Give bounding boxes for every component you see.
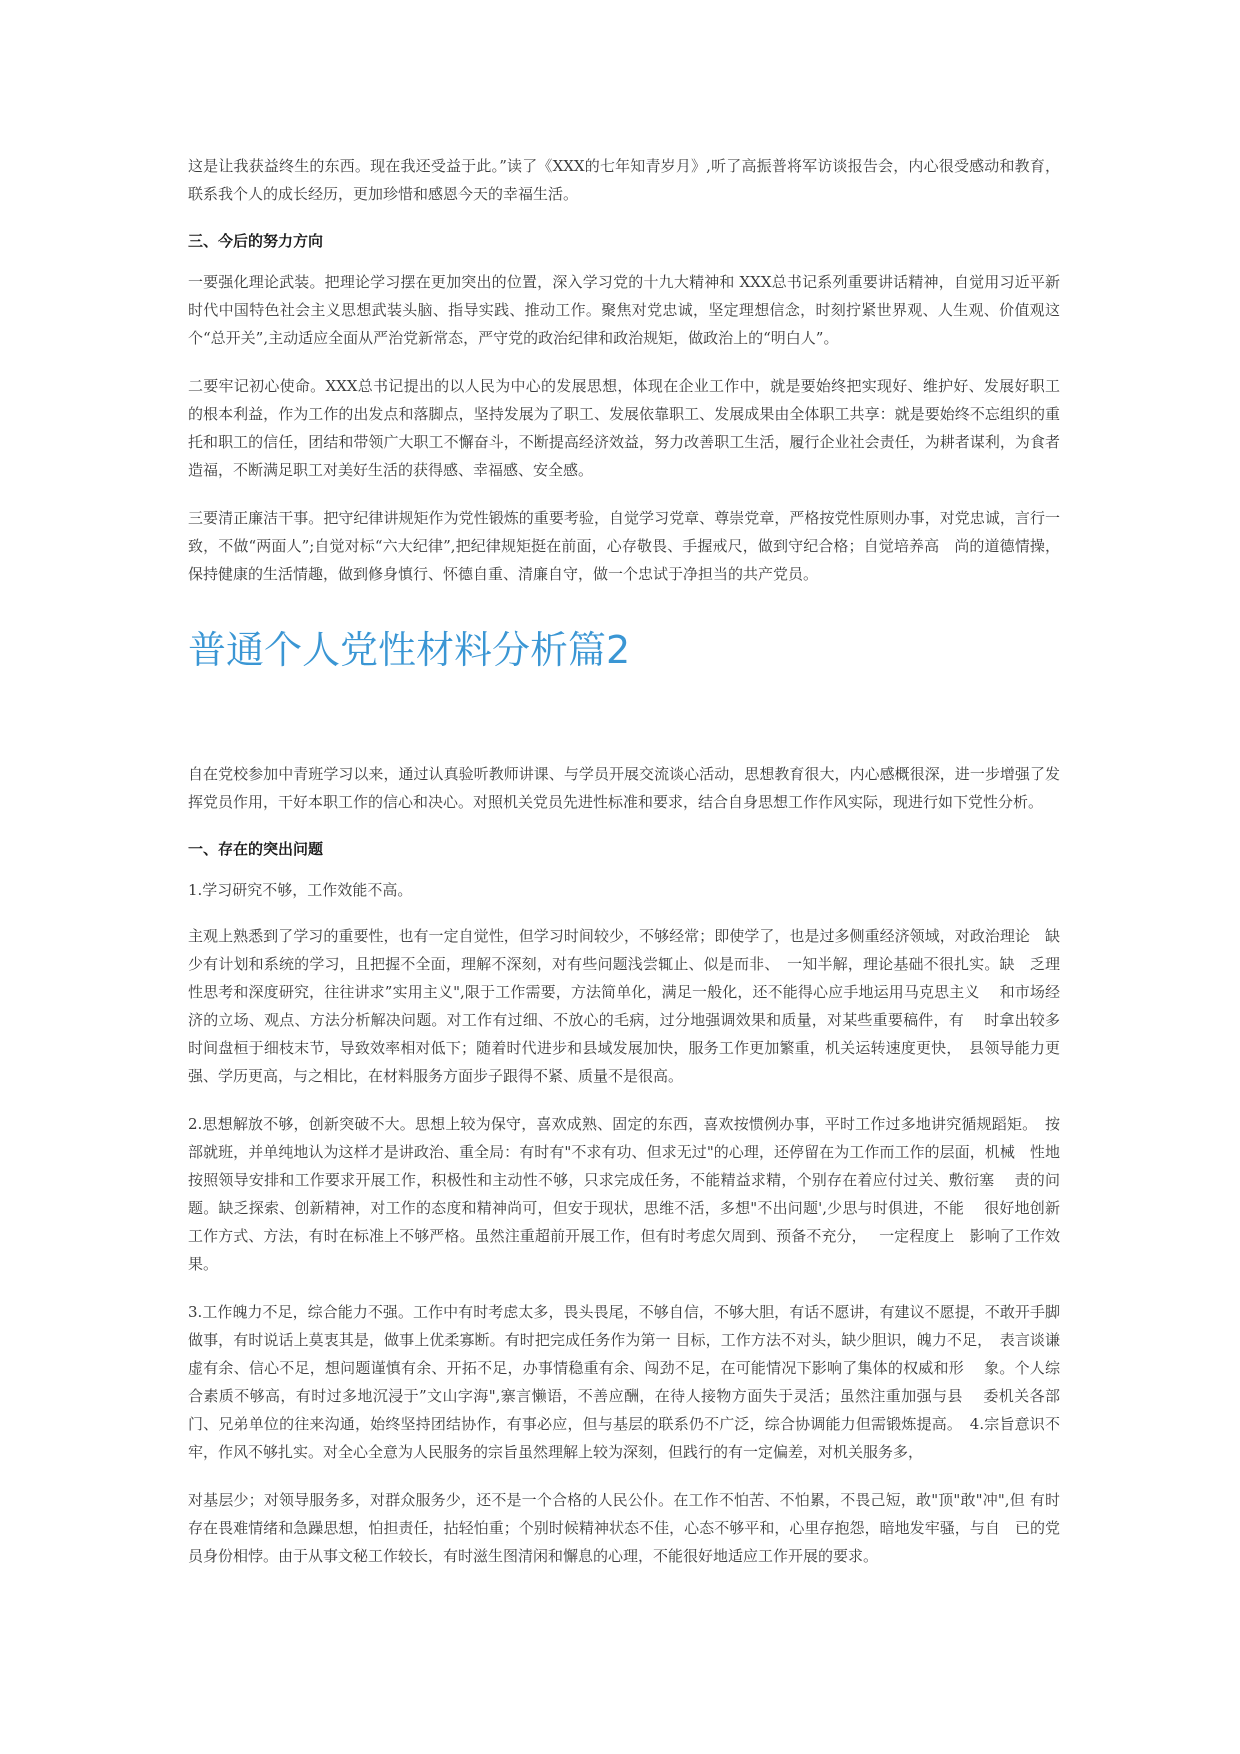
document-page [188,152,1060,1590]
paragraph-item-2: 2.思想解放不够，创新突破不大。思想上较为保守，喜欢成熟、固定的东西，喜欢按惯例办事，平时工作过多地讲究循规蹈矩。 按部就班，并单纯地认为这样才是讲政治、重全局：有时有"不求有功、但求无过"的心理，还停留在为工作而工作的层面，机械 性地按照领导安排和工作要求开展工作，积极性和主动性不够，只求完成任务，不能精益求精，个别存在着应付过关、敷衍塞 责的问题。缺乏探索、创新精神，对工作的态度和精神尚可，但安于现状，思维不活，多想"不出问题',少思与时俱进，不能 很好地创新工作方式、方法，有时在标准上不够严格。虽然注重超前开展工作，但有时考虑欠周到、预备不充分， 一定程度上 影响了工作效果。 [188,1115,1060,1273]
paragraph-intro: 这是让我获益终生的东西。现在我还受益于此。”读了《XXX的七年知青岁月》,听了高振普将军访谈报告会，内心很受感动和教育，联系我个人的成长经历，更加珍惜和感恩今天的幸福生活。 [188,157,1060,203]
paragraph-item-1: 主观上熟悉到了学习的重要性，也有一定自觉性，但学习时间较少，不够经常；即使学了，也是过多侧重经济领域，对政治理论 缺少有计划和系统的学习，且把握不全面，理解不深刻，对有些问题浅尝辄止、似是而非、 一知半解，理论基础不很扎实。缺 乏理性思考和深度研究，往往讲求”实用主义",限于工作需要，方法简单化，满足一般化，还不能得心应手地运用马克思主义 和市场经济的立场、观点、方法分析解决问题。对工作有过细、不放心的毛病，过分地强调效果和质量，对某些重要稿件，有 时拿出较多时间盘桓于细枝末节，导致效率相对低下；随着时代进步和县域发展加快，服务工作更加繁重，机关运转速度更快， 县领导能力更强、学历更高，与之相比，在材料服务方面步子跟得不紧、质量不是很高。 [188,927,1060,1085]
paragraph-future-3: 三要清正廉洁干事。把守纪律讲规矩作为党性锻炼的重要考验，自觉学习党章、尊崇党章，严格按党性原则办事，对党忠诚，言行一致，不做“两面人”;自觉对标“六大纪律”,把纪律规矩挺在前面，心存敬畏、手握戒尺，做到守纪合格；自觉培养高 尚的道德情操，保持健康的生活情趣，做到修身慎行、怀德自重、清廉自守，做一个忠试于净担当的共产党员。 [188,509,1060,583]
document-title: 普通个人党性材料分析篇2 [188,628,631,672]
paragraph-item-3: 3.工作魄力不足，综合能力不强。工作中有时考虑太多，畏头畏尾，不够自信，不够大胆，有话不愿讲，有建议不愿提，不敢开手脚做事，有时说话上莫衷其是，做事上优柔寡断。有时把完成任务作为第一 目标，工作方法不对头，缺少胆识，魄力不足， 表言谈谦虚有余、信心不足，想问题谨慎有余、开拓不足，办事情稳重有余、闯劲不足，在可能情况下影响了集体的权威和形 象。个人综合素质不够高，有时过多地沉浸于”文山字海",寨言懒语，不善应酬，在待人接物方面失于灵活；虽然注重加强与县 委机关各部门、兄弟单位的往来沟通，始终坚持团结协作，有事必应，但与基层的联系仍不广泛，综合协调能力但需锻炼提高。 4.宗旨意识不牢，作风不够扎实。对全心全意为人民服务的宗旨虽然理解上较为深刻，但践行的有一定偏差，对机关服务多， [188,1303,1060,1461]
paragraph-opening: 自在党校参加中青班学习以来，通过认真验听教师讲课、与学员开展交流谈心活动，思想教育很大，内心感概很深，进一步增强了发挥党员作用，干好本职工作的信心和决心。对照机关党员先进性标准和要求，结合自身思想工作作风实际，现进行如下党性分析。 [188,765,1060,811]
section-heading-problems: 一、存在的突出问题 [188,840,324,858]
item-heading-1: 1.学习研究不够，工作效能不高。 [188,881,413,899]
paragraph-future-2: 二要牢记初心使命。XXX总书记提出的以人民为中心的发展思想，体现在企业工作中，就是要始终把实现好、维护好、发展好职工的根本利益，作为工作的出发点和落脚点，坚持发展为了职工、发展依靠职工、发展成果由全体职工共享：就是要始终不忘组织的重托和职工的信任，团结和带领广大职工不懈奋斗，不断提高经济效益，努力改善职工生活，履行企业社会责任，为耕者谋利，为食者造福，不断满足职工对美好生活的获得感、幸福感、安全感。 [188,377,1060,479]
paragraph-future-1: 一要强化理论武装。把理论学习摆在更加突出的位置，深入学习党的十九大精神和 XXX总书记系列重要讲话精神，自觉用习近平新时代中国特色社会主义思想武装头脑、指导实践、推动工作。聚焦对党忠诚，坚定理想信念，时刻拧紧世界观、人生观、价值观这个“总开关”,主动适应全面从严治党新常态，严守党的政治纪律和政治规矩，做政治上的“明白人”。 [188,273,1060,347]
section-heading-future: 三、今后的努力方向 [188,232,324,250]
paragraph-item-4: 对基层少；对领导服务多，对群众服务少，还不是一个合格的人民公仆。在工作不怕苦、不怕累，不畏己短，敢"顶"敢"冲",但 有时存在畏难情绪和急躁思想，怕担责任，拈轻怕重；个别时候精神状态不佳，心态不够平和，心里存抱怨，暗地发牢骚，与自 已的党员身份相悖。由于从事文秘工作较长，有时滋生图清闲和懈息的心理，不能很好地适应工作开展的要求。 [188,1491,1060,1565]
